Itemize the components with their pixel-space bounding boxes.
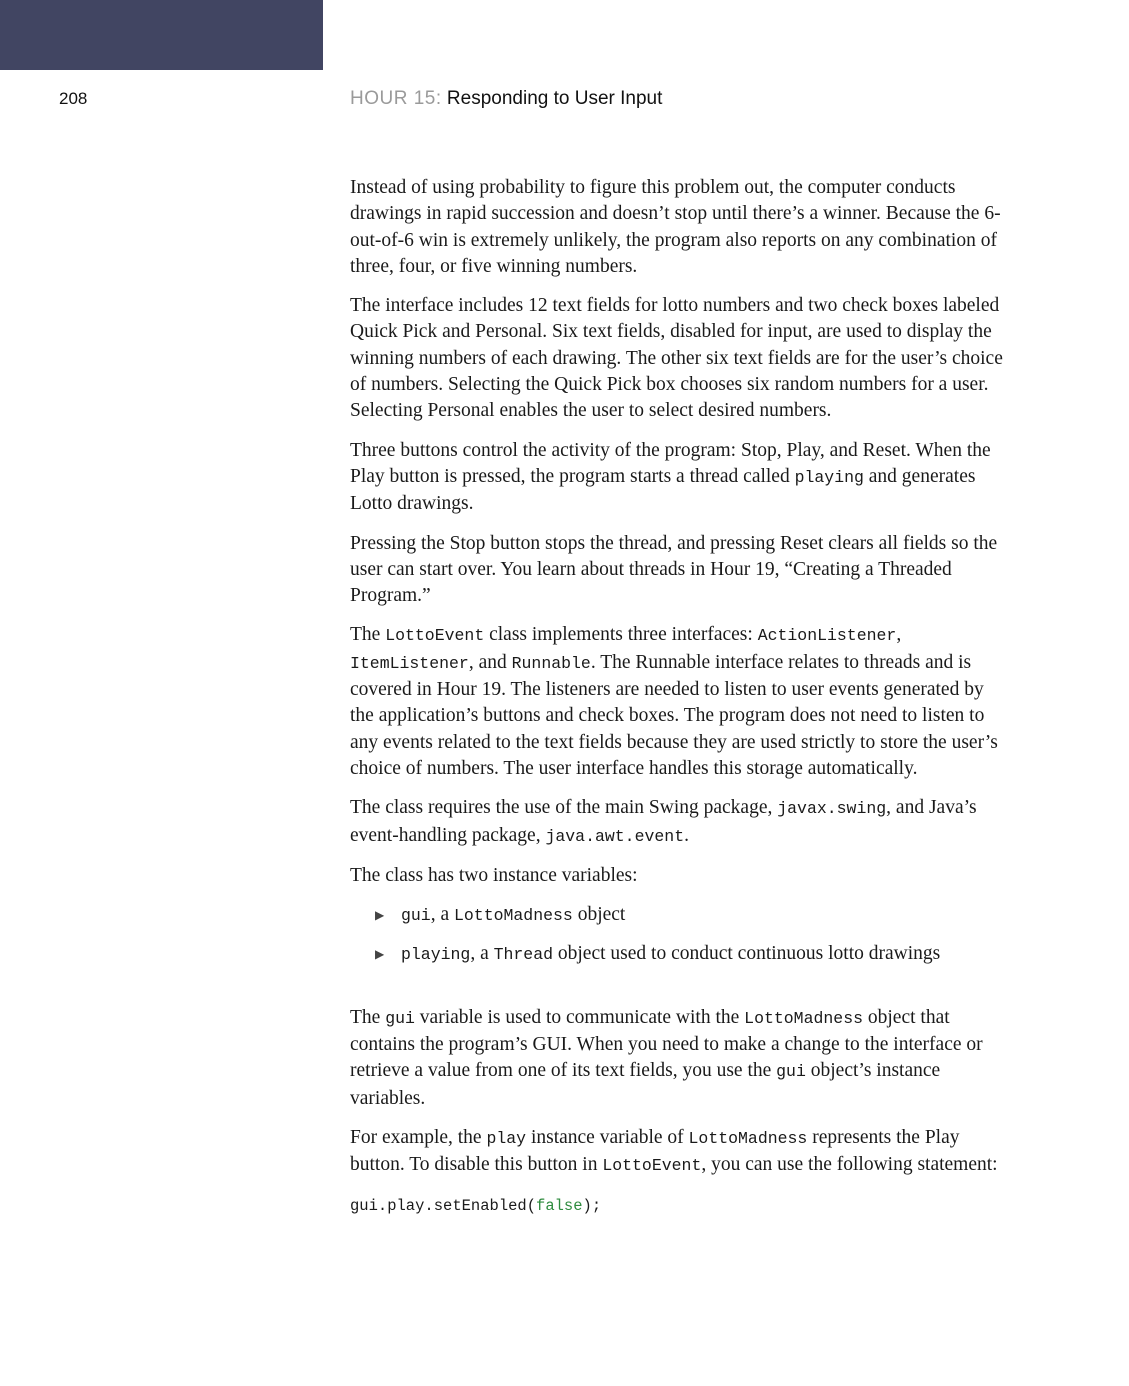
bullet-list: [350, 902, 1010, 969]
paragraph-2: The interface includes 12 text fields for lotto numbers and two check boxes labeled Quick Pick and Personal. Six text fields, disabled for input, are used to display the winning numbers of each drawing. The other six text fields are for the user’s choice of numbers. Selecting the Quick Pick box chooses six random numbers for a user. Selecting Personal enables the user to select desired numbers.: [350, 295, 1003, 422]
code-keyword: false: [536, 1196, 583, 1215]
inline-code: ActionListener: [757, 626, 897, 646]
code-statement: gui.play.setEnabled(false);: [350, 1196, 602, 1215]
inline-code: LottoEvent: [385, 626, 485, 646]
paragraph-5: The LottoEvent class implements three interfaces: ActionListener, ItemListener, and Runnable. The Runnable interface relates to threads and is covered in Hour 19. The listeners are needed to listen to user events generated by the application’s buttons and check boxes. The program does not need to listen to any events related to the text fields because they are used strictly to store the user’s choice of numbers. The user interface handles this storage automatically.: [350, 624, 998, 779]
paragraph-1: Instead of using probability to figure this problem out, the computer conducts drawings in rapid succession and doesn’t stop until there’s a winner. Because the 6-out-of-6 win is extremely unlikely, the program also reports on any combination of three, four, or five winning numbers.: [350, 177, 1001, 277]
inline-code: Runnable: [511, 653, 591, 673]
chapter-title: Responding to User Input: [446, 88, 663, 109]
paragraph-7: The class has two instance variables:: [350, 864, 638, 886]
inline-code: java.awt.event: [545, 826, 685, 846]
paragraph-4: Pressing the Stop button stops the thread, and pressing Reset clears all fields so the user can start over. You learn about threads in Hour 19, “Creating a Threaded Program.”: [350, 532, 998, 607]
corner-bar: [0, 0, 323, 70]
list-item: ▶ gui, a LottoMadness object: [375, 902, 1010, 929]
page-number: 208: [59, 89, 88, 108]
running-head: [350, 88, 662, 110]
bullet-arrow-icon: ▶: [375, 947, 385, 962]
inline-code: playing: [794, 467, 864, 487]
inline-code: ItemListener: [350, 653, 469, 673]
list-item: ▶ playing, a Thread object used to conduct continuous lotto drawings: [375, 941, 1010, 968]
paragraph-9: For example, the play instance variable of LottoMadness represents the Play button. To disable this button in LottoEvent, you can use the following statement:: [350, 1126, 998, 1176]
paragraph-3: Three buttons control the activity of the program: Stop, Play, and Reset. When the Play button is pressed, the program starts a thread called playing and generates Lotto drawings.: [350, 439, 991, 515]
page-body: [350, 175, 1010, 1219]
paragraph-8: The gui variable is used to communicate with the LottoMadness object that contains the program’s GUI. When you need to make a change to the interface or retrieve a value from one of its text fields, you use the gui object’s instance variables.: [350, 1006, 983, 1109]
paragraph-6: The class requires the use of the main Swing package, javax.swing, and Java’s event-handling package, java.awt.event.: [350, 797, 977, 846]
inline-code: javax.swing: [777, 799, 887, 819]
bullet-arrow-icon: ▶: [375, 908, 385, 923]
hour-label: HOUR 15:: [350, 88, 442, 109]
